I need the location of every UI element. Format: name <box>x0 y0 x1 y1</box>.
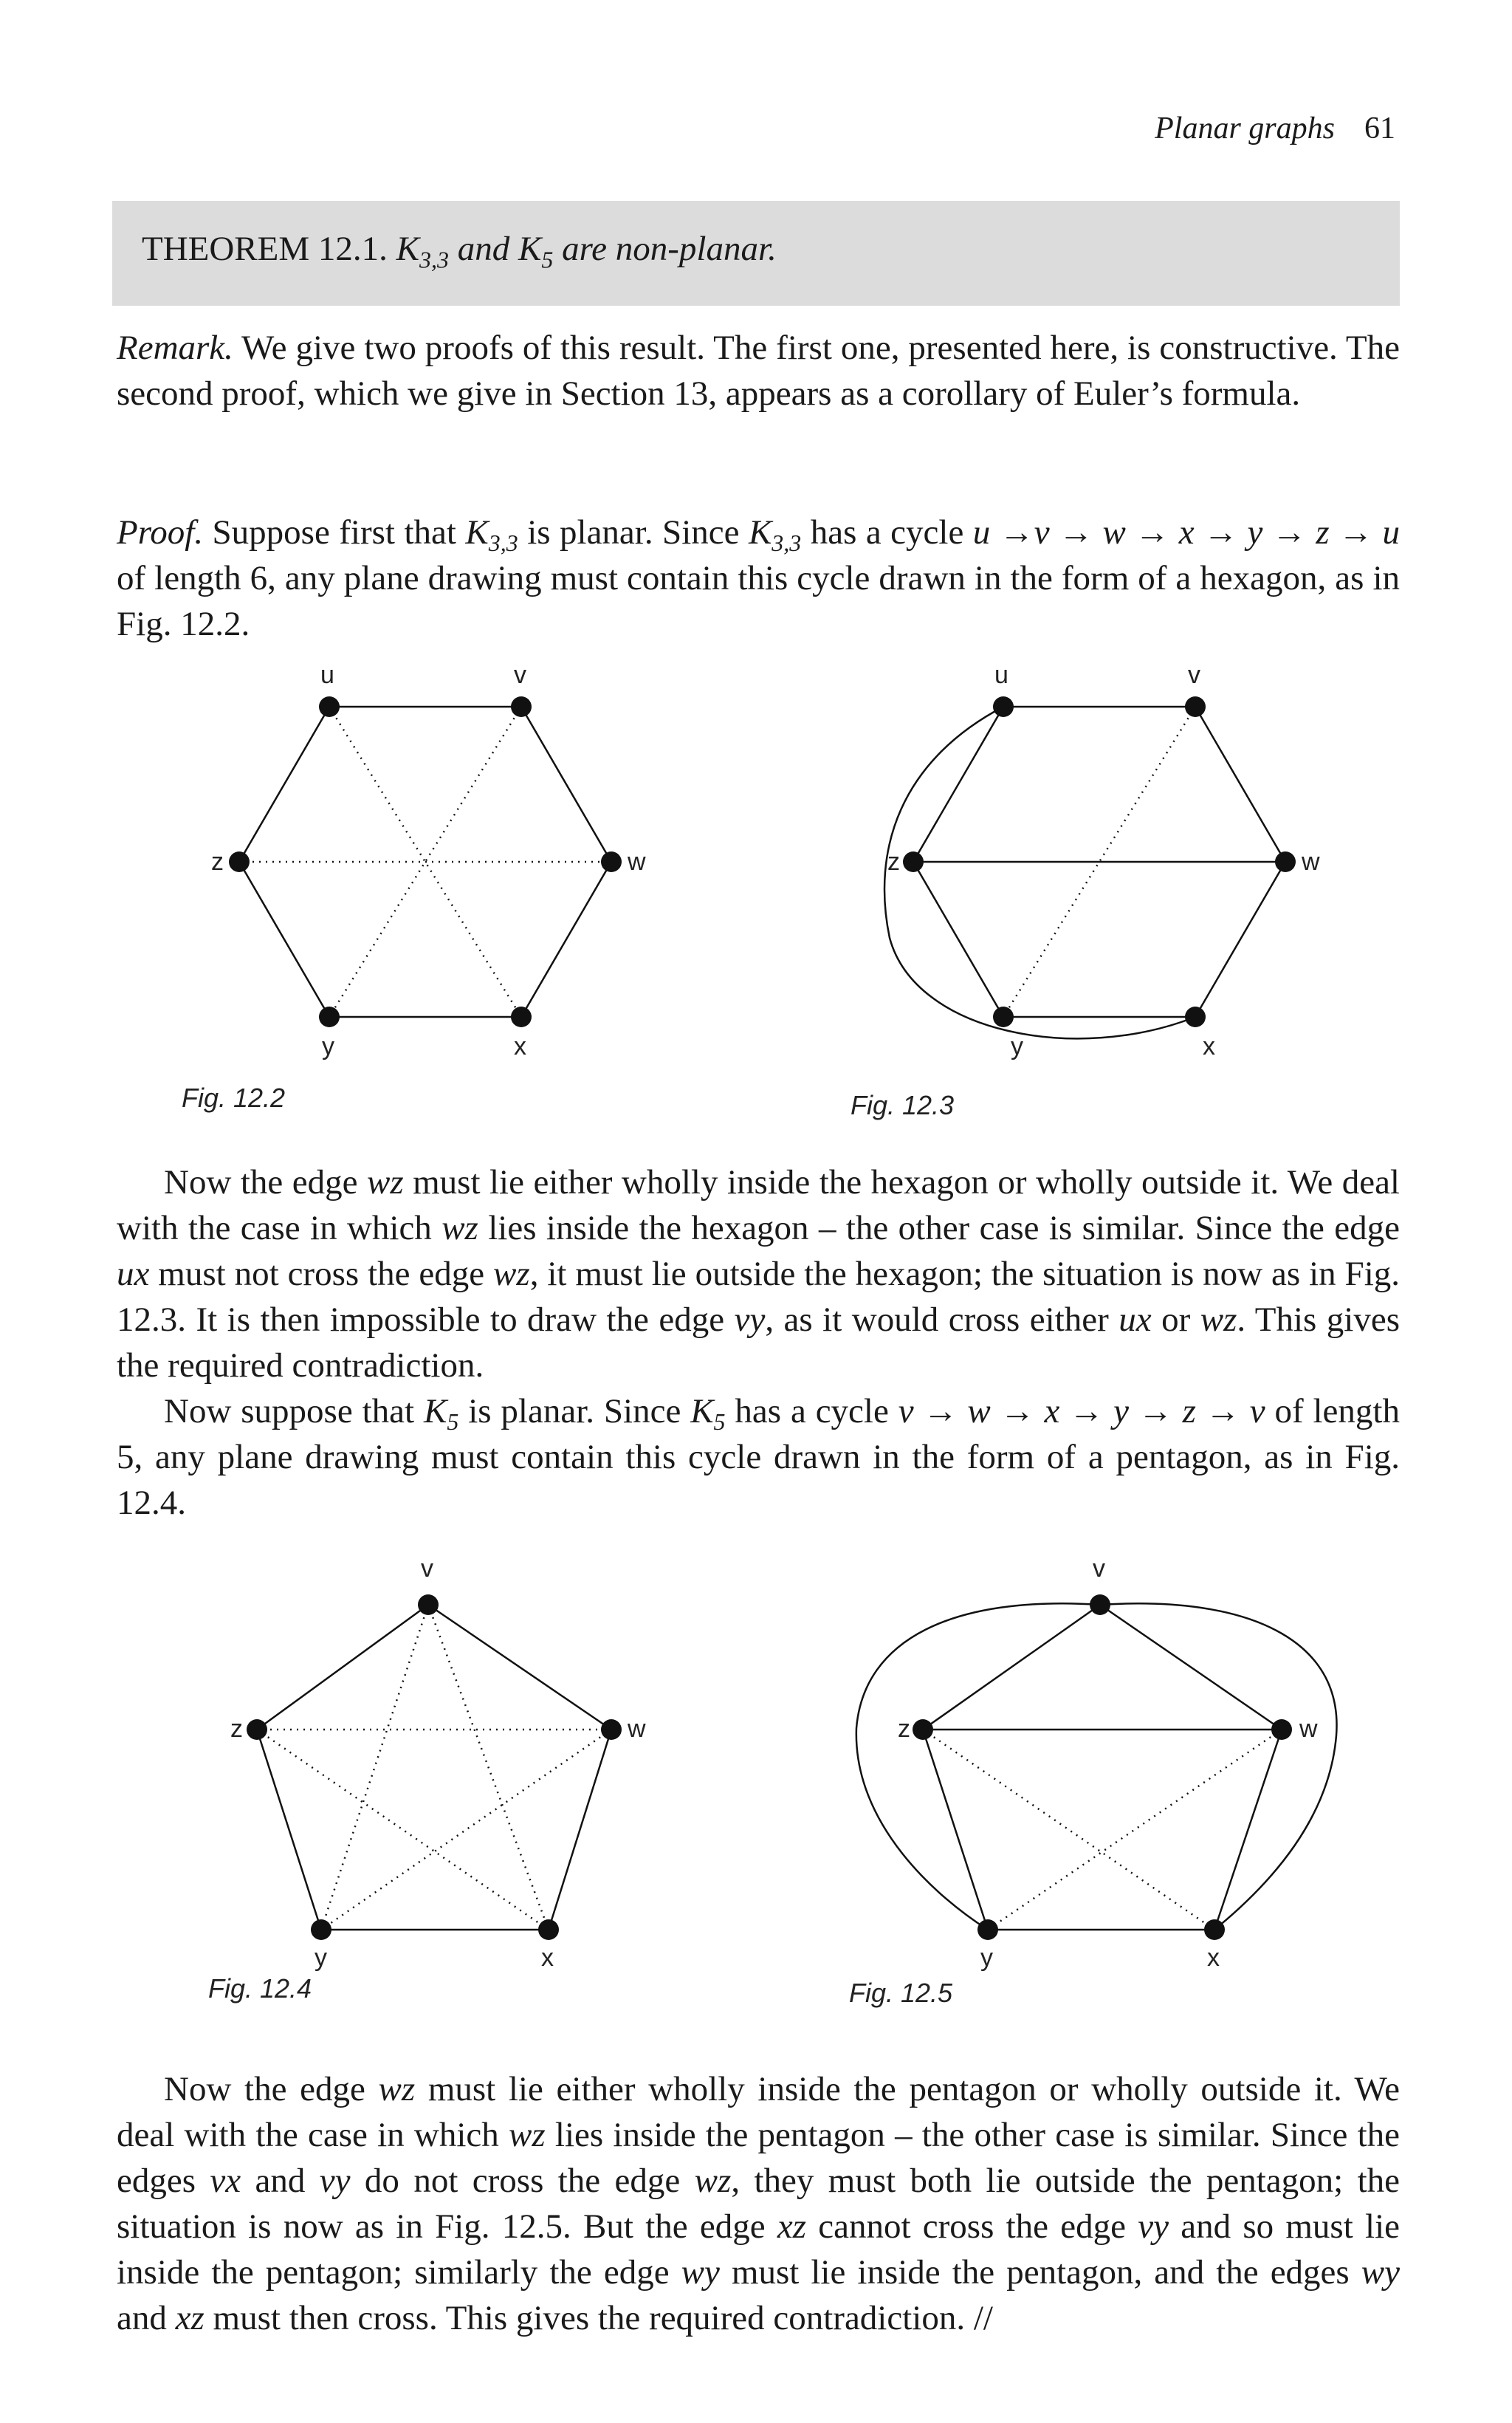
edge-wx <box>1195 862 1285 1017</box>
vertex-y <box>993 1007 1014 1027</box>
label-u: u <box>994 661 1008 689</box>
caption-fig-12-5: Fig. 12.5 <box>849 1978 953 2008</box>
vertex-w <box>601 851 622 872</box>
vertex-z <box>247 1719 267 1740</box>
running-header <box>1155 111 1395 146</box>
k5-intro-paragraph: Now suppose that $K_5$ is planar. Since $K_5$ has a cycle v → w → x → y → z → v of length 5, any plane drawing must contain this cycle drawn in the form of a pentagon, as in Fig. 12.4. <box>117 1392 1400 1522</box>
figure-12-5 <box>834 1543 1351 1987</box>
vertex-z <box>913 1719 933 1740</box>
label-v: v <box>1093 1555 1105 1583</box>
label-v: v <box>514 661 526 689</box>
theorem-k33: $K_{3,3}$ <box>396 230 450 273</box>
label-w: w <box>628 848 646 876</box>
vertex-x <box>1204 1919 1225 1940</box>
vertex-v <box>1090 1594 1110 1615</box>
label-v: v <box>1188 661 1200 689</box>
vertex-y <box>311 1919 331 1940</box>
label-z: z <box>230 1715 243 1743</box>
vertex-v <box>418 1594 439 1615</box>
theorem-k5: $K_5$ <box>518 230 554 273</box>
vertex-u <box>993 696 1014 717</box>
label-y: y <box>980 1944 993 1972</box>
edge-zx-dotted <box>257 1730 549 1930</box>
pentagon-argument-paragraph: Now the edge wz must lie either wholly inside the pentagon or wholly outside it. We deal with the case in which wz lies inside the pentagon – the other case is similar. Since the edges vx and vy do not cross the edge wz, they must both lie outside the pentagon; the situation is now as in Fig. 12.5. But the edge xz cannot cross the edge vy and so must lie inside the pentagon; similarly the edge wy must lie inside the pentagon, and the edges wy and xz must then cross. This gives the required contradiction. // <box>117 2070 1400 2337</box>
theorem-and: and <box>449 230 519 268</box>
label-x: x <box>1203 1032 1215 1060</box>
edge-wy-dotted <box>988 1730 1282 1930</box>
theorem-statement: are non-planar. <box>553 230 777 268</box>
figure-12-3 <box>834 650 1351 1123</box>
label-x: x <box>1207 1944 1220 1972</box>
label-z: z <box>887 848 900 876</box>
vertex-w <box>601 1719 622 1740</box>
edge-vw <box>1195 707 1285 862</box>
remark-label: Remark. <box>117 329 233 367</box>
theorem-box <box>112 201 1400 306</box>
label-y: y <box>1011 1032 1023 1060</box>
label-v: v <box>421 1555 433 1583</box>
label-y: y <box>322 1032 334 1060</box>
vertex-v <box>511 696 532 717</box>
vertex-u <box>319 696 340 717</box>
vertex-w <box>1275 851 1296 872</box>
vertex-w <box>1271 1719 1292 1740</box>
label-u: u <box>320 661 334 689</box>
edge-wy-dotted <box>321 1730 611 1930</box>
vertex-z <box>229 851 250 872</box>
edge-vy-dotted <box>321 1605 428 1930</box>
vertex-z <box>903 851 924 872</box>
hexagon-argument-paragraph: Now the edge wz must lie either wholly inside the hexagon or wholly outside it. We deal with the case in which wz lies inside the hexagon – the other case is similar. Since the edge ux must not cross the edge wz, it must lie outside the hexagon; the situation is now as in Fig. 12.3. It is then impossible to draw the edge vy, as it would cross either ux or wz. This gives the required contradiction. <box>117 1163 1401 1385</box>
edge-vw <box>1100 1605 1282 1730</box>
remark-text: We give two proofs of this result. The first one, presented here, is constructive. The second proof, which we give in Section 13, appears as a corollary of Euler’s formula. <box>117 329 1400 413</box>
edge-vw <box>521 707 611 862</box>
label-x: x <box>541 1944 554 1972</box>
edge-zv <box>923 1605 1100 1730</box>
cycle-k33: u →v → w → x → y → z → u <box>972 513 1401 552</box>
vertex-y <box>977 1919 998 1940</box>
label-w: w <box>628 1715 646 1743</box>
running-title: Planar graphs <box>1155 112 1335 145</box>
edge-vx-dotted <box>428 1605 549 1930</box>
edge-wx <box>549 1730 611 1930</box>
cycle-k5: v → w → x → y → z → v <box>898 1392 1265 1430</box>
vertex-x <box>1185 1007 1206 1027</box>
edge-wx <box>521 862 611 1017</box>
edge-yz <box>923 1730 988 1930</box>
edge-zv <box>257 1605 428 1730</box>
edge-yz <box>257 1730 321 1930</box>
figure-12-4 <box>199 1543 716 1987</box>
proof-paragraph: Proof. Suppose first that $K_{3,3}$ is planar. Since $K_{3,3}$ has a cycle u →v → w → x → y → z → u of length 6, any plane drawing must contain this cycle drawn in the form of a hexagon, as in Fig. 12.2. <box>117 513 1401 643</box>
label-z: z <box>211 848 224 876</box>
figure-12-2 <box>170 650 687 1123</box>
label-w: w <box>1299 1715 1318 1743</box>
edge-ux-outer-arc <box>884 707 1195 1038</box>
edge-zu <box>913 707 1003 862</box>
page-number: 61 <box>1364 112 1395 145</box>
vertex-x <box>511 1007 532 1027</box>
edge-zu <box>239 707 329 862</box>
edge-yz <box>239 862 329 1017</box>
label-y: y <box>315 1944 327 1972</box>
vertex-y <box>319 1007 340 1027</box>
caption-fig-12-3: Fig. 12.3 <box>850 1090 955 1120</box>
proof-label: Proof. <box>117 513 204 552</box>
label-w: w <box>1302 848 1320 876</box>
theorem-label: THEOREM 12.1. <box>142 230 388 268</box>
edge-vw <box>428 1605 611 1730</box>
vertex-v <box>1185 696 1206 717</box>
caption-fig-12-2: Fig. 12.2 <box>182 1083 286 1113</box>
remark-paragraph <box>117 325 1400 417</box>
label-x: x <box>514 1032 526 1060</box>
caption-fig-12-4: Fig. 12.4 <box>208 1973 312 2004</box>
label-z: z <box>898 1715 910 1743</box>
edge-zx-dotted <box>923 1730 1214 1930</box>
edge-vx-outer-arc <box>1100 1603 1337 1930</box>
vertex-x <box>538 1919 559 1940</box>
